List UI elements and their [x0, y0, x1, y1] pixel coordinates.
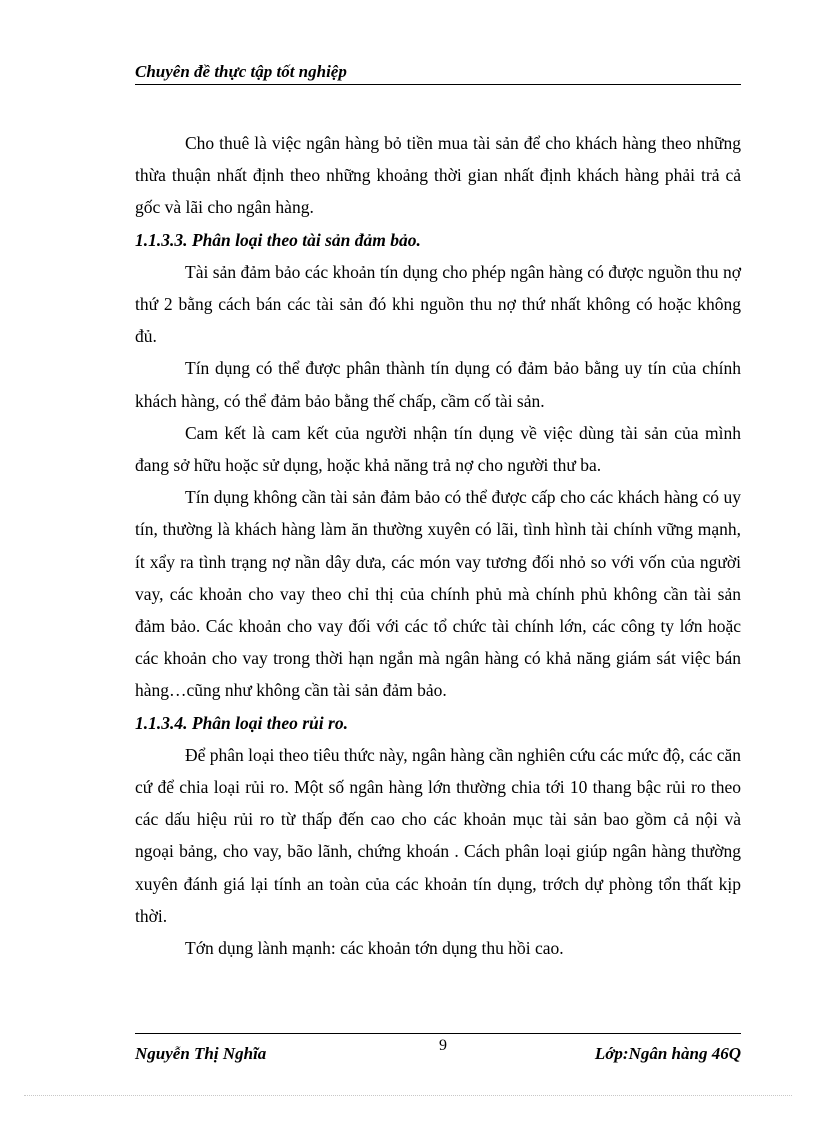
page-number: 9: [439, 1037, 447, 1054]
paragraph-leasing: Cho thuê là việc ngân hàng bỏ tiền mua tài sản để cho khách hàng theo những thừa thuận nhất định theo những khoảng thời gian nhất định khách hàng phải trả cả gốc và lãi cho ngân hàng.: [135, 133, 741, 218]
footer-author: Nguyễn Thị Nghĩa: [135, 1044, 267, 1063]
paragraph-collateral-definition: Tài sản đảm bảo các khoản tín dụng cho phép ngân hàng có được nguồn thu nợ thứ 2 bằng cách bán các tài sản đó khi nguồn thu nợ thứ nhất không có hoặc không đủ.: [135, 261, 741, 347]
section-heading-collateral: 1.1.3.3. Phân loại theo tài sản đảm bảo.: [135, 229, 421, 250]
paragraph-healthy-credit: Tớn dụng lành mạnh: các khoản tớn dụng thu hồi cao.: [185, 938, 564, 959]
paragraph-collateral-types: Tín dụng có thể được phân thành tín dụng có đảm bảo bằng uy tín của chính khách hàng, có thể đảm bảo bằng thế chấp, cầm cố tài sản.: [135, 358, 741, 411]
header-divider: [135, 84, 741, 85]
page-edge-divider: [24, 1095, 792, 1096]
paragraph-risk-classification: Để phân loại theo tiêu thức này, ngân hàng cần nghiên cứu các mức độ, các căn cứ để chia loại rủi ro. Một số ngân hàng lớn thường chia tới 10 thang bậc rủi ro theo các dấu hiệu rủi ro từ thấp đến cao cho các khoản mục tài sản bao gồm cả nội và ngoại bảng, cho vay, bão lãnh, chứng khoán . Cách phân loại giúp ngân hàng thường xuyên đánh giá lại tính an toàn của các khoản tín dụng, trớch dự phòng tổn thất kịp thời.: [135, 744, 741, 926]
paragraph-unsecured-credit: Tín dụng không cần tài sản đảm bảo có thể được cấp cho các khách hàng có uy tín, thường là khách hàng làm ăn thường xuyên có lãi, tình hình tài chính vững mạnh, ít xẩy ra tình trạng nợ nần dây dưa, các món vay tương đối nhỏ so với vốn của người vay, các khoản cho vay theo chỉ thị của chính phủ mà chính phủ không cần tài sản đảm bảo. Các khoản cho vay đối với các tổ chức tài chính lớn, các công ty lớn hoặc các khoản cho vay trong thời hạn ngắn mà ngân hàng có khả năng giám sát việc bán hàng…cũng như không cần tài sản đảm bảo.: [135, 487, 741, 701]
footer-class: Lớp:Ngân hàng 46Q: [594, 1044, 741, 1063]
paragraph-commitment: Cam kết là cam kết của người nhận tín dụng về việc dùng tài sản của mình đang sở hữu hoặc sử dụng, hoặc khả năng trả nợ cho người thư ba.: [135, 422, 741, 476]
section-heading-risk: 1.1.3.4. Phân loại theo rủi ro.: [135, 712, 348, 733]
footer-divider: [135, 1033, 741, 1034]
header-title: Chuyên đề thực tập tốt nghiệp: [135, 62, 347, 81]
document-body: [135, 127, 741, 964]
